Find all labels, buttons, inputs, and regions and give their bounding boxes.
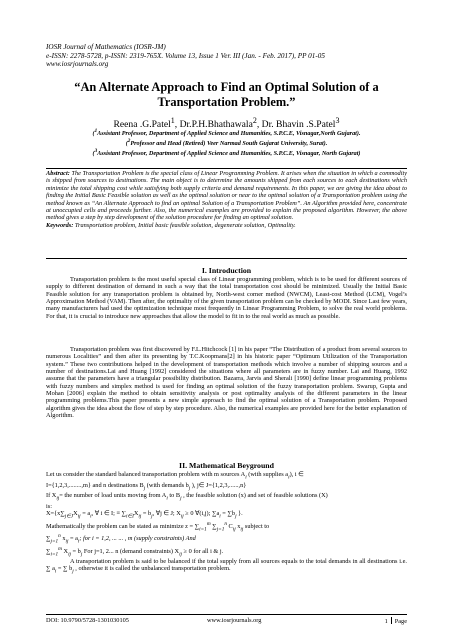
footer-website[interactable]: www.iosrjournals.org	[207, 617, 262, 624]
abstract-paragraph	[46, 170, 407, 222]
paper-title	[40, 80, 413, 109]
math-text: For j=1, 2... n (demand constraints) X	[82, 548, 180, 556]
balanced-paragraph: A transportation problem is said to be balanced if the total supply from all sources equals to the total demands in all destinations i.e. ∑ $a_i$ = ∑ $b_j$ , otherwise it is called the unbalanced transportation problem.	[46, 558, 407, 575]
math-text: ∑	[210, 522, 217, 530]
page-number: 1	[384, 618, 388, 625]
math-line-1: Let us consider the standard balanced transportation problem with m sources $A_i$ (with supplies $a_i$), i ∈	[46, 471, 304, 481]
affil-3-text: Assistant Professor, Department of Applied Science and Humanities, S.P.C.E, Visnagar, North Gujarat)	[97, 149, 361, 157]
title-line-2: Transportation Problem.”	[157, 94, 296, 109]
para-text: , otherwise it is called the unbalanced transportation problem.	[73, 565, 231, 573]
footer-doi[interactable]: DOI: 10.9790/5728-1301030105	[46, 617, 129, 624]
author-3-sup: 3	[335, 116, 340, 125]
math-text: If X	[46, 492, 57, 500]
math-text: to B	[167, 492, 181, 500]
math-text: X	[133, 510, 139, 518]
math-text: ∑	[46, 548, 51, 556]
intro-paragraph-2: Transportation problem was first discovered by F.L.Hitchcock [1] in his paper “The Distribution of a product from several sources to numerous Localities” and then after its presenting by T.C.Koopmans[2] in his historic paper “Optimum Utilization of the Transportation system.” These two contributions helped in the development of transportation methods which involve a number of shipping sources and a number of destinations.Lai and Huang [1992] considered the situations where all parameters are in fuzzy number. Lai and Huang, 1992 assume that the parameters have a triangular possibility distribution. Bazarra, Jarvis and Sherali [1990] define linear programming problems with fuzzy numbers and simplex method is used for finding an optimal solution of the fuzzy transportation problem. Swarup, Gupta and Mohan [2006] explain the method to obtain sensitivity analysis or post optimality analysis of the different parameters in the linear programming problems.This paper presents a new simple approach to find the optimal solution of a Transportation problem. Proposed algorithm gives the idea about the flow of step by step procedure. Also, the numerical examples are provided here for the better explanation of Algorithm.	[46, 346, 407, 420]
abstract-block	[46, 168, 407, 259]
footer-page-number	[385, 617, 407, 625]
math-text: x	[235, 522, 241, 530]
affiliations	[40, 128, 413, 157]
abstract-label: Abstract:	[46, 170, 70, 177]
abstract-text: The Transportation Problem is the special class of Linear Programming Problem. It arises when the situation in which a commodity is shipped from sources to destinations. The main object is to determine the amounts shipped from each sources to each destinations which minimize the total shipping cost while satisfying both supply criteria and demand requirements. In this paper, we are giving the idea about to finding the Initial Basic Feasible solution as well as the optimal solution or near to the optimal solution of a Transportation problem using the method known as “An Alternate Approach to find an optimal Solution of a Transportation Problem”. An Algorithm provided here, concentrate at unoccupied cells and proceeds further. Also, the numerical examples are provided to explain the proposed algorithm. However, the above method gives a step by step development of the solution procedure for finding an optimal solution.	[46, 170, 407, 222]
math-text: ), i ∈	[289, 471, 304, 478]
math-text: ; for i = 1,2, ... ... , m (supply constraints) And	[79, 535, 196, 543]
title-line-1: “An Alternate Approach to Find an Optimal Solution of a	[74, 80, 379, 94]
math-text: X={x∑	[46, 510, 65, 518]
page-label: Page	[394, 618, 407, 625]
math-text: ), j∈ J={1,2,3,......,n}	[190, 481, 247, 489]
math-text: Mathematically the problem can be stated as minimize z = ∑	[46, 522, 200, 530]
page-separator	[391, 617, 392, 624]
keywords-text: Transportation problem, Initial basic feasible solution, degenerate solution, Optimality.	[74, 221, 296, 229]
para-text: = ∑ b	[56, 565, 73, 573]
affil-3-sup: 3	[94, 147, 98, 154]
math-text: = a	[68, 535, 78, 543]
affiliation-2: ($^2$Professor and Head (Retired) Veer Narmad South Gujarat University, Surat).	[125, 137, 328, 147]
math-text: = the number of load units moving from A	[59, 492, 167, 500]
journal-issn: e-ISSN: 2278-5728, p-ISSN: 2319-765X. Volume 13, Issue 1 Ver. III (Jan. - Feb. 2017), PP 01-05	[46, 51, 325, 60]
math-text: X	[61, 548, 69, 556]
author-2: Dr.P.H.Bhathawala	[179, 119, 253, 131]
affil-2-text: Professor and Head (Retired) Veer Narmad South Gujarat University, Surat).	[130, 139, 328, 147]
math-text: = b	[70, 548, 81, 556]
math-text: (with supplies a	[246, 471, 289, 478]
intro-paragraph-1: Transportation problem is the most useful special class of Linear programming problem, which is to be used for different sources of supply to different destination of demand in such a way that the total transportation cost should be minimized. Usually the Initial Basic Feasible solution for any transportation problem is obtained by, North-west corner method (NWCM), Least-cost Method (LCM), Vogel’s Approximation Method (VAM). Then after, the optimality of the given transportation problem can be checked by MODI. Since Last few years, many manufacturers had used the optimization technique most frequently in Linear Programming Problem, to solve the real world problems. For that, it is crucial to introduce new approaches that allow the model to fit in to the real world as much as possible.	[46, 276, 407, 320]
math-text: = a	[80, 510, 91, 518]
math-text: , ∀j ∈ J; X	[152, 510, 181, 518]
math-text: I={1,2,3,........,m} and n destinations B	[46, 481, 144, 489]
math-text: C	[226, 522, 233, 530]
para-text: A transportation problem is said to be balanced if the total supply from all sources equals to the total demands in all destinations i.e. ∑ a	[46, 558, 407, 573]
math-line-4: is:	[46, 502, 52, 510]
math-line-5: $X=\{x\sum_{j\in J}X_{ij} = a_i$, ∀ i ∈ I; ≡ $\sum_{i\in I}X_{ij} = b_j$, ∀j ∈ J; $X_{ij} \ge 0$ ∀(i,j); $\sum a_i = \sum b_j$ }.	[46, 510, 243, 520]
math-background-block	[46, 471, 407, 559]
affil-1-text: Assistant Professor, Department of Applied Science and Humanities, S.P.C.E, Visnagar,North Gujarat).	[97, 130, 361, 138]
math-text: ∑	[46, 535, 51, 543]
author-1-sup: 1	[170, 116, 175, 125]
math-text: = ∑b	[220, 510, 236, 518]
math-line-6: Mathematically the problem can be stated as minimize $z = \sum_{i=1}^m$ $\sum_{j=1}^n$ $C_{ij}$ $x_{ij}$ subject to	[46, 520, 270, 533]
affiliation-1: ($^1$Assistant Professor, Department of Applied Science and Humanities, S.P.C.E, Visnagar,North Gujarat).	[92, 128, 361, 138]
author-2-sup: 2	[252, 116, 257, 125]
author-1: Reena .G.Patel	[113, 119, 171, 131]
keywords-paragraph	[46, 222, 407, 229]
journal-website[interactable]: www.iosrjournals.org	[46, 60, 109, 69]
journal-header	[46, 43, 416, 69]
affil-2-sup: 2	[127, 137, 131, 144]
footer-divider	[46, 614, 407, 615]
math-text: ≥ 0 ∀(i,j); ∑a	[183, 510, 220, 518]
math-text: (with demands b	[145, 481, 189, 489]
math-text: }.	[236, 510, 243, 518]
math-text: Let us consider the standard balanced transportation problem with m sources A	[46, 471, 246, 478]
math-text: = b	[141, 510, 152, 518]
math-line-2: I={1,2,3,........,m} and n destinations $B_j$ (with demands $b_j$ ), j∈ J={1,2,3,......,n}	[46, 481, 247, 491]
math-text: , the feasible solution (x) and set of feasible solutions (X)	[181, 492, 328, 500]
math-text: X	[73, 510, 78, 518]
section-1-heading: I. Introduction	[201, 266, 252, 275]
section-2-heading: II. Mathematical Beyground	[179, 461, 274, 470]
author-list: Reena .G.Patel$^1$, Dr.P.H.Bhathawala$^2$, Dr. Bhavin .S.Patel$^3$	[113, 116, 340, 131]
math-text: subject to	[243, 522, 270, 530]
affiliation-3: ($^3$Assistant Professor, Department of Applied Science and Humanities, S.P.C.E, Visnagar, North Gujarat)	[92, 147, 361, 157]
math-line-8: $\sum_{i=1}^m$ $X_{ij} = b_j$ For j=1, 2... n (demand constraints) $X_{ij} \ge 0$ for all i & j.	[46, 546, 224, 558]
affil-1-sup: 1	[94, 128, 98, 134]
keywords-label: Keywords:	[46, 221, 74, 229]
journal-name: IOSR Journal of Mathematics (IOSR-JM)	[46, 43, 166, 51]
author-3: Dr. Bhavin .S.Patel	[261, 119, 336, 131]
math-text: , ∀ i ∈ I; ≡ ∑	[91, 510, 127, 518]
math-text: x	[60, 535, 66, 543]
math-line-7: $\sum_{j=1}^n$ $x_{ij} = a_i$; for i = 1,2, ... ... , m (supply constraints) And	[46, 533, 196, 545]
math-line-3: If $X_{ij}=$ the number of load units moving from $A_i$ to $B_j$ , the feasible solution (x) and set of feasible solutions (X)	[46, 492, 328, 502]
math-text: ≥ 0 for all i & j.	[182, 548, 224, 556]
